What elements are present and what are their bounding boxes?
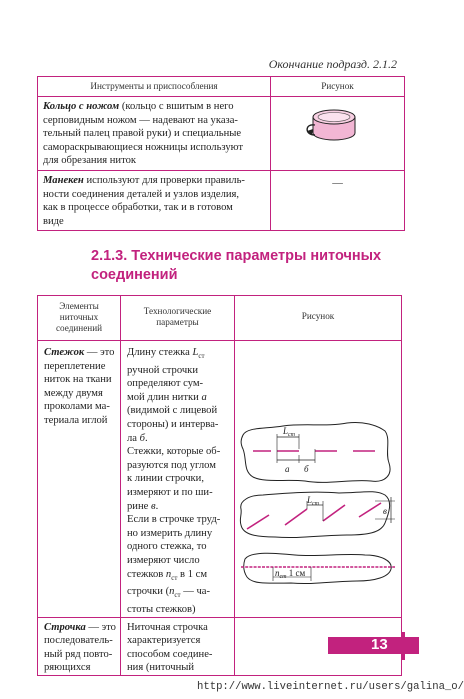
header-elements: Элементы ниточных соединений <box>38 296 121 341</box>
label-stitch-length-2: $L_{ст}$ <box>307 495 320 507</box>
mannequin-text-line: ности соединения деталей и узлов изделия, <box>43 188 240 200</box>
ring-text-line: самораскрывающиеся ножницы используют <box>43 141 244 153</box>
table-row <box>38 341 402 618</box>
header-figure-2: Рисунок <box>235 296 402 341</box>
label-a: а <box>285 464 290 474</box>
figure-cell-mannequin <box>271 170 405 230</box>
source-url[interactable]: http://www.liveinternet.ru/users/galina_o/ <box>197 681 464 693</box>
tools-table-header <box>38 77 405 97</box>
running-head: Окончание подразд. 2.1.2 <box>268 57 397 71</box>
table-row <box>38 170 405 230</box>
table-row <box>38 97 405 171</box>
tools-cell-ring: Кольцо с ножом (кольцо с вшитым в него серповидным ножом — надевают на указа- тельный палец правой руки) и специальные самораскрывающиеся ножницы используют для обрезания ниток <box>38 97 271 171</box>
fabric-swatch-3 <box>244 553 392 583</box>
term-mannequin: Манекен <box>43 174 84 186</box>
parameters-table-header <box>38 296 402 341</box>
page-number-separator <box>402 632 405 660</box>
ring-knife-illustration <box>271 97 399 157</box>
label-v: в <box>383 506 387 516</box>
fabric-swatch-1 <box>241 422 390 482</box>
stitch-element-cell: Стежок — это переплетение ниток на ткани между двумя проколами ма- териала иглой <box>38 341 121 618</box>
header-figure: Рисунок <box>271 77 405 97</box>
no-figure-dash: — <box>332 177 343 189</box>
ring-text-line: тельный палец правой руки) и специальные <box>43 128 242 140</box>
ring-text-line: для обрезания ниток <box>43 155 137 167</box>
stitch-diagrams <box>235 341 399 580</box>
label-stitch-count: $n_{ст}$ 1 см <box>275 568 306 580</box>
label-stitch-length: $L_{ст}$ <box>283 426 296 438</box>
header-parameters: Технологические параметры <box>121 296 235 341</box>
seam-element-cell: Строчка — это последователь- ный ряд повто- ряющихся <box>38 617 121 675</box>
stitch-parameters-cell: Длину стежка $L_{ст}$ ручной строчки определяют сум- мой длин нитки а (видимой с лицевой стороны) и интерва- ла б. Стежки, которые об- разуются под углом к линии строчки, измеряют и по ши- рине в. Если в строчке труд- но измерить длину одного стежка, то измеряют число стежков $n_{ст}$ в 1 см строчки ($n_{ст}$ — ча- стоты стежков) <box>121 341 235 618</box>
term-seam-line: Строчка <box>44 621 86 633</box>
tools-table <box>37 76 405 231</box>
figure-cell-ring <box>271 97 405 171</box>
section-title: 2.1.3. Технические параметры ниточных соединений <box>91 248 382 283</box>
seam-parameters-cell: Ниточная строчка характеризуется способом соедине- ния (ниточный <box>121 617 235 675</box>
tools-cell-mannequin: Манекен используют для проверки правиль- ности соединения деталей и узлов изделия, как в процессе обработки, так и в готовом виде <box>38 170 271 230</box>
fabric-swatch-2 <box>240 492 389 538</box>
stitch-parameters-table <box>37 295 402 676</box>
header-tools: Инструменты и приспособления <box>38 77 271 97</box>
ring-text-line: серповидным ножом — надевают на указа- <box>43 114 238 126</box>
label-b: б <box>304 464 309 474</box>
page-number: 13 <box>371 636 388 653</box>
stitch-figures-cell <box>235 341 402 618</box>
mannequin-text-line: виде <box>43 215 64 227</box>
term-stitch: Стежок <box>44 347 85 358</box>
term-ring-knife: Кольцо с ножом <box>43 101 120 112</box>
mannequin-text-line: как в процессе обработки, так и в готовом <box>43 202 233 214</box>
